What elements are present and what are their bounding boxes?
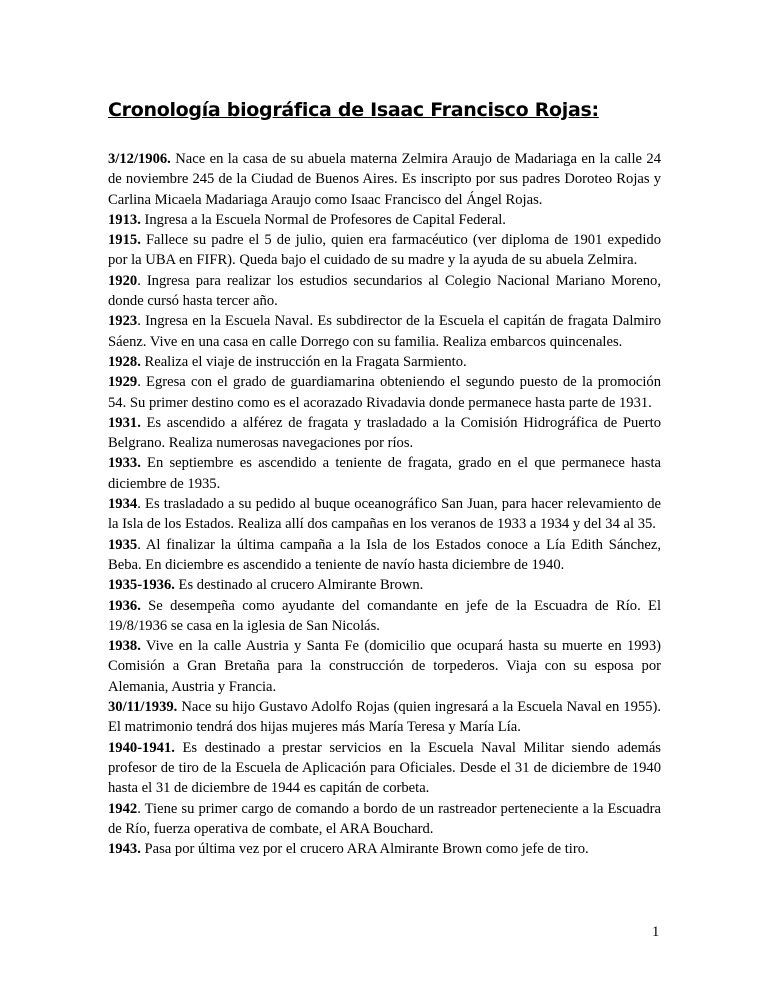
chronology-entry bbox=[108, 230, 661, 271]
entry-date: 1928. bbox=[108, 353, 141, 370]
chronology-list bbox=[108, 149, 661, 859]
entry-date: 1915. bbox=[108, 232, 141, 249]
entry-text: . Es trasladado a su pedido al buque oceanográfico San Juan, para hacer relevamiento de la Isla de los Estados. Realiza allí dos campañas en los veranos de 1933 a 1934 y del 34 al 35. bbox=[108, 496, 661, 533]
entry-date: 1936. bbox=[108, 597, 141, 614]
entry-text: Vive en la calle Austria y Santa Fe (domicilio que ocupará hasta su muerte en 1993) Comisión a Gran Bretaña para la construcción de torpederos. Viaja con su esposa por Alemania, Austria y Francia. bbox=[108, 638, 661, 695]
chronology-entry bbox=[108, 596, 661, 637]
chronology-entry bbox=[108, 311, 661, 352]
entry-text: . Egresa con el grado de guardiamarina obteniendo el segundo puesto de la promoción 54. Su primer destino como es el acorazado Rivadavia donde permanece hasta parte de 1931. bbox=[108, 374, 661, 411]
chronology-entry bbox=[108, 413, 661, 454]
entry-text: Es destinado a prestar servicios en la Escuela Naval Militar siendo además profesor de tiro de la Escuela de Aplicación para Oficiales. Desde el 31 de diciembre de 1940 hasta el 31 de diciembre de 1944 es capitán de corbeta. bbox=[108, 739, 661, 797]
chronology-entry bbox=[108, 738, 661, 799]
document-title: Cronología biográfica de Isaac Francisco Rojas: bbox=[108, 99, 599, 121]
chronology-entry bbox=[108, 372, 661, 413]
chronology-entry bbox=[108, 494, 661, 535]
entry-text: Es destinado al crucero Almirante Brown. bbox=[174, 577, 424, 594]
entry-text: Pasa por última vez por el crucero ARA Almirante Brown como jefe de tiro. bbox=[140, 841, 589, 858]
entry-text: . Ingresa para realizar los estudios secundarios al Colegio Nacional Mariano Moreno, donde cursó hasta tercer año. bbox=[108, 272, 661, 310]
entry-date: 1943. bbox=[108, 841, 141, 858]
entry-date: 1938. bbox=[108, 638, 141, 655]
entry-date: 1933. bbox=[108, 455, 141, 472]
entry-date: 1942 bbox=[108, 800, 138, 817]
chronology-entry bbox=[108, 575, 661, 595]
page-number: 1 bbox=[652, 924, 660, 940]
entry-date: 1940-1941. bbox=[108, 739, 175, 756]
entry-date: 1923 bbox=[108, 313, 138, 330]
entry-text: Es ascendido a alférez de fragata y trasladado a la Comisión Hidrográfica de Puerto Belgrano. Realiza numerosas navegaciones por ríos. bbox=[108, 414, 661, 452]
entry-date: 1920 bbox=[108, 272, 138, 289]
chronology-entry bbox=[108, 799, 661, 840]
entry-text: Nace en la casa de su abuela materna Zelmira Araujo de Madariaga en la calle 24 de noviembre 245 de la Ciudad de Buenos Aires. Es inscripto por sus padres Doroteo Rojas y Carlina Micaela Madariaga Araujo como Isaac Francisco del Ángel Rojas. bbox=[108, 151, 661, 208]
entry-text: En septiembre es ascendido a teniente de fragata, grado en el que permanece hasta diciembre de 1935. bbox=[108, 455, 661, 492]
entry-date: 1913. bbox=[108, 211, 141, 228]
chronology-entry bbox=[108, 697, 661, 738]
chronology-entry bbox=[108, 352, 661, 372]
entry-text: Realiza el viaje de instrucción en la Fragata Sarmiento. bbox=[140, 353, 467, 370]
chronology-entry bbox=[108, 636, 661, 697]
chronology-entry bbox=[108, 453, 661, 494]
chronology-entry bbox=[108, 839, 661, 859]
entry-date: 1934 bbox=[108, 496, 138, 513]
chronology-entry bbox=[108, 210, 661, 230]
entry-date: 3/12/1906. bbox=[108, 151, 171, 167]
entry-text: Se desempeña como ayudante del comandante en jefe de la Escuadra de Río. El 19/8/1936 se casa en la iglesia de San Nicolás. bbox=[108, 597, 661, 634]
entry-date: 1931. bbox=[108, 414, 141, 431]
entry-text: . Tiene su primer cargo de comando a bordo de un rastreador perteneciente a la Escuadra de Río, fuerza operativa de combate, el ARA Bouchard. bbox=[108, 800, 661, 837]
entry-date: 30/11/1939. bbox=[108, 699, 178, 716]
entry-text: Nace su hijo Gustavo Adolfo Rojas (quien ingresará a la Escuela Naval en 1955). El matrimonio tendrá dos hijas mujeres más María Teresa y María Lía. bbox=[108, 699, 661, 736]
chronology-entry bbox=[108, 271, 661, 312]
entry-date: 1935-1936. bbox=[108, 577, 175, 594]
chronology-entry bbox=[108, 149, 661, 210]
entry-text: . Ingresa en la Escuela Naval. Es subdirector de la Escuela el capitán de fragata Dalmiro Sáenz. Vive en una casa en calle Dorrego con su familia. Realiza embarcos quincenales. bbox=[108, 313, 661, 350]
entry-text: . Al finalizar la última campaña a la Isla de los Estados conoce a Lía Edith Sánchez, Beba. En diciembre es ascendido a teniente de navío hasta diciembre de 1940. bbox=[108, 536, 661, 573]
entry-date: 1935 bbox=[108, 536, 138, 553]
chronology-entry bbox=[108, 535, 661, 576]
entry-date: 1929 bbox=[108, 374, 138, 391]
entry-text: Fallece su padre el 5 de julio, quien era farmacéutico (ver diploma de 1901 expedido por la UBA en FIFR). Queda bajo el cuidado de su madre y la ayuda de su abuela Zelmira. bbox=[108, 232, 661, 269]
entry-text: Ingresa a la Escuela Normal de Profesores de Capital Federal. bbox=[140, 211, 506, 228]
